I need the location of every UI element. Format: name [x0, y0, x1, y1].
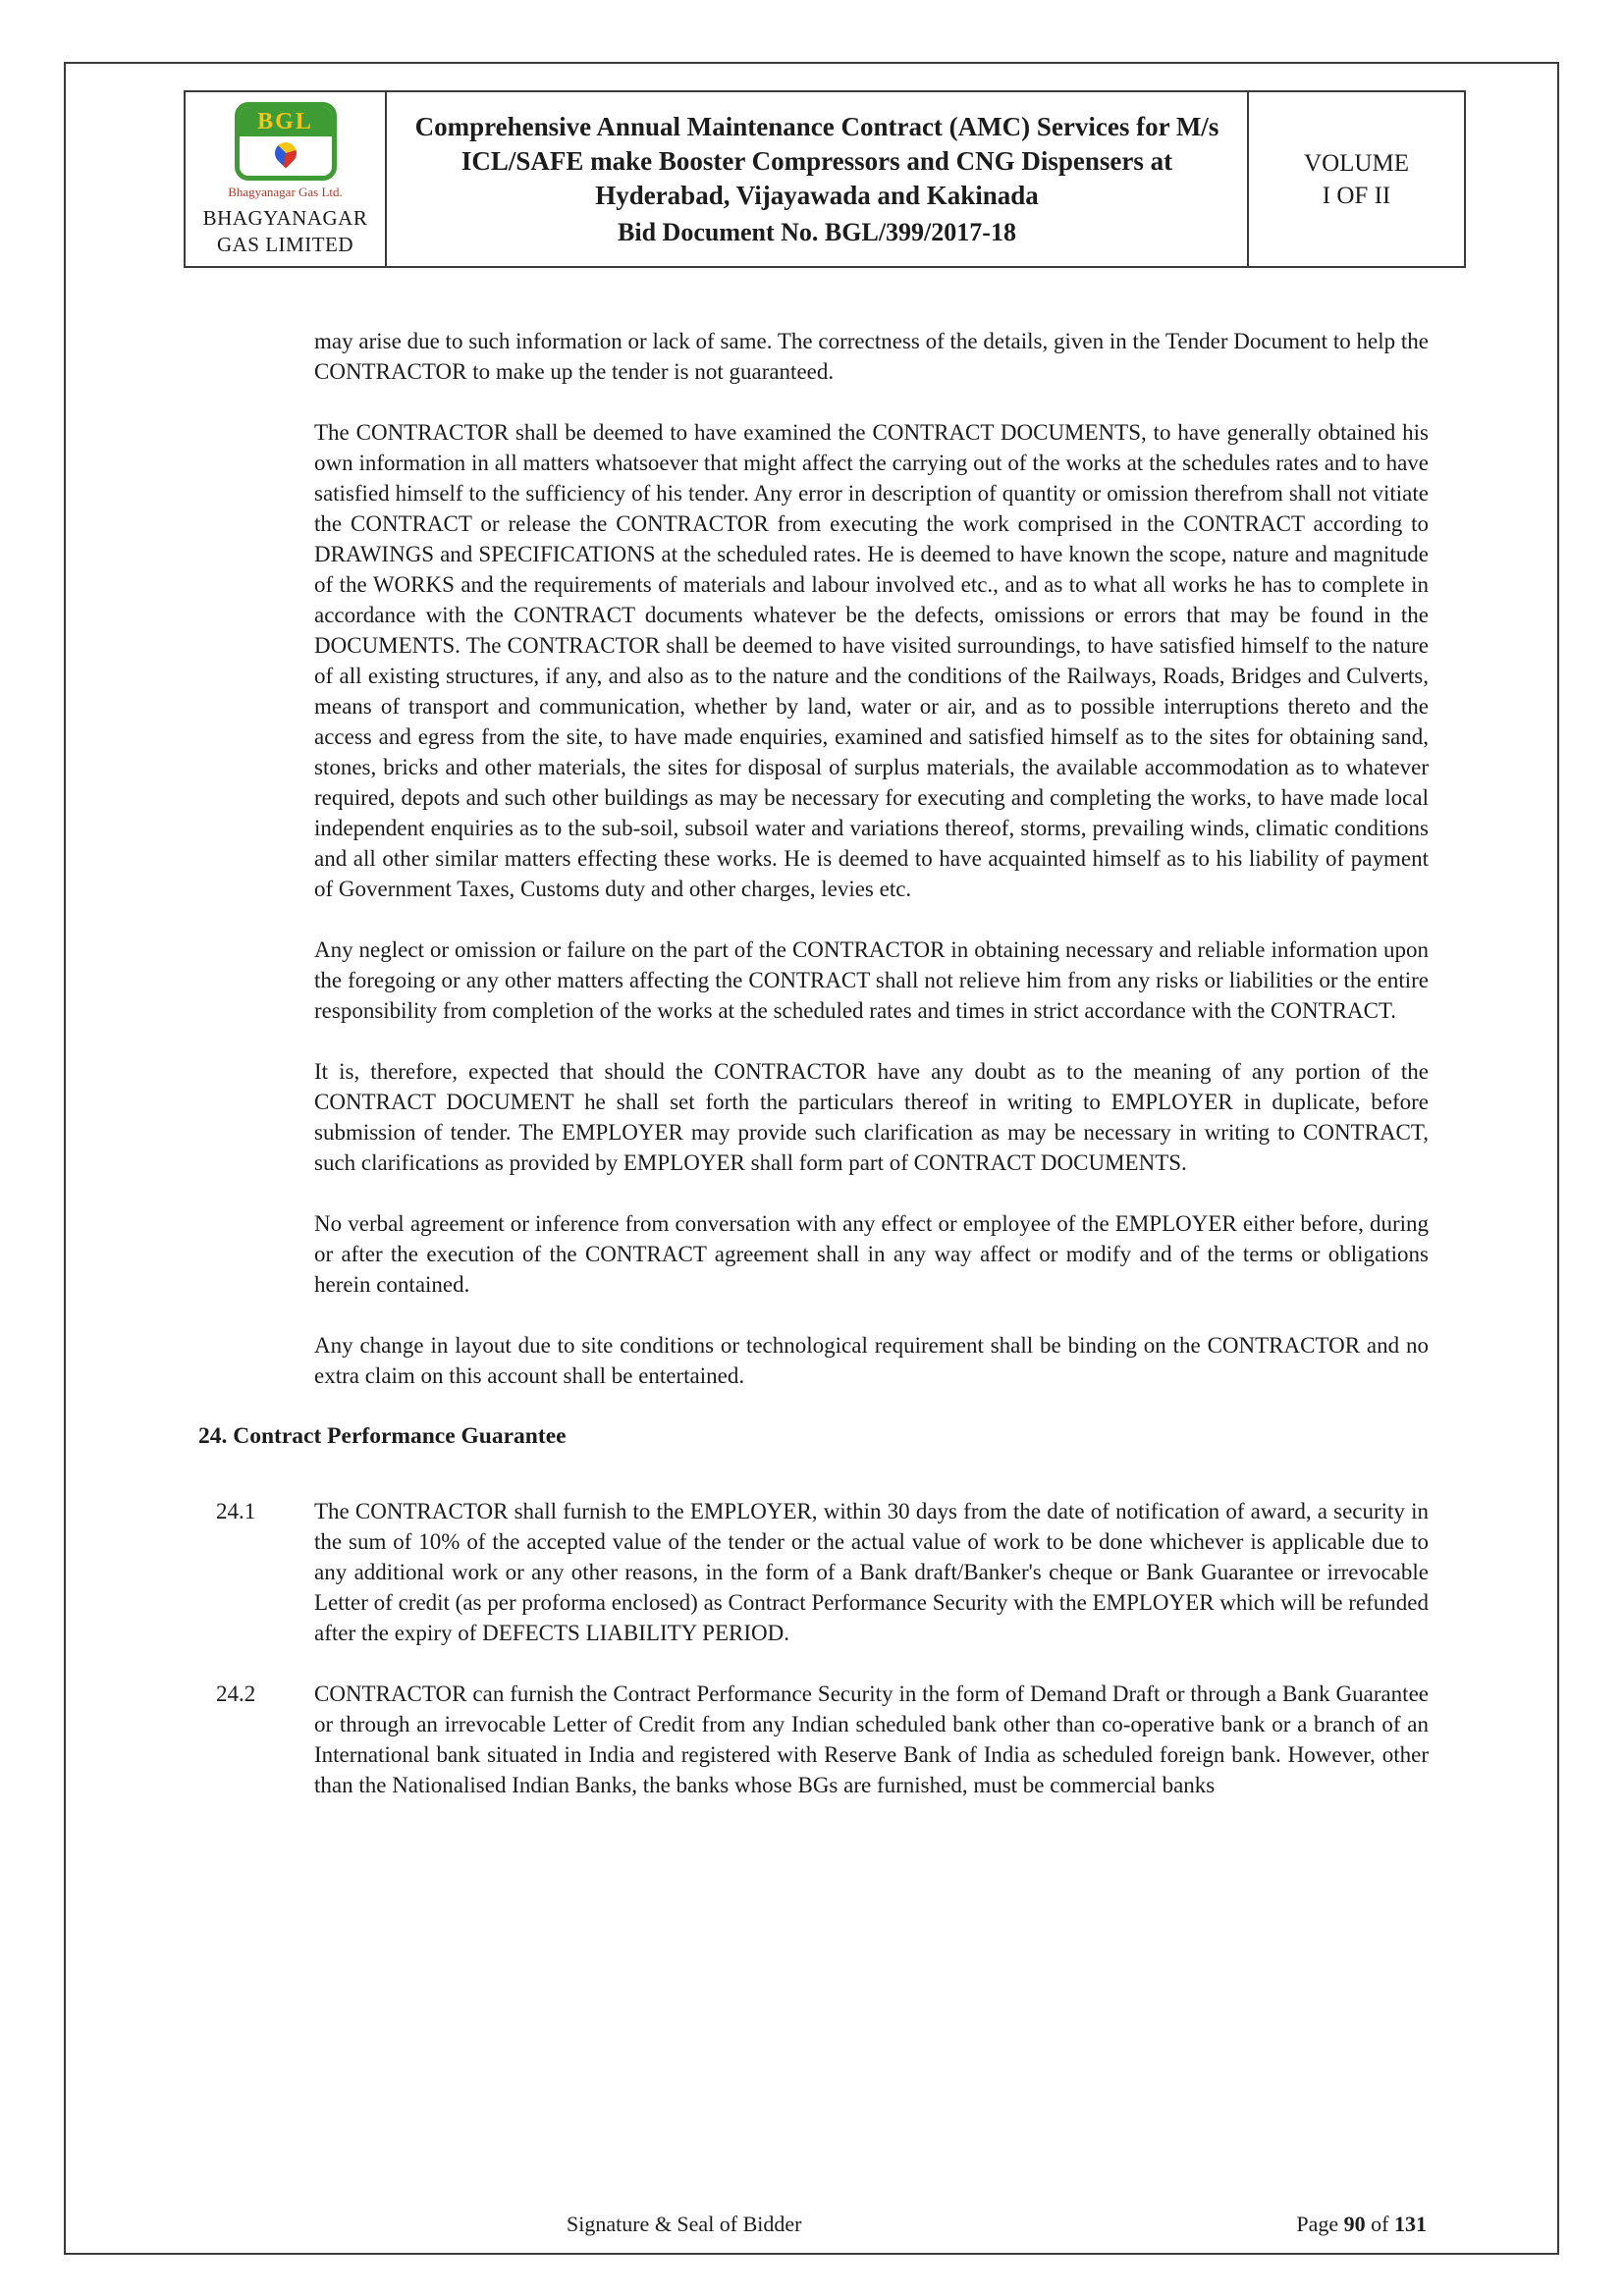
paragraph: Any change in layout due to site conditions or technological requirement shall be binding on the CONTRACTOR and no extra claim on this account shall be entertained. [314, 1333, 1429, 1388]
clause-text: The CONTRACTOR shall furnish to the EMPLOYER, within 30 days from the date of notification of award, a security in the sum of 10% of the accepted value of the tender or the actual value of work to be done whichever is applicable due to any additional work or any other reasons, in the form of a Bank draft/Banker's cheque or Bank Guarantee or irrevocable Letter of credit (as per proforma enclosed) as Contract Performance Security with the EMPLOYER which will be refunded after the expiry of DEFECTS LIABILITY PERIOD. [314, 1499, 1429, 1645]
page-border-frame [64, 62, 1559, 2255]
document-title: Comprehensive Annual Maintenance Contract (AMC) Services for M/s ICL/SAFE make Booster Compressors and CNG Dispensers at Hyderabad, Vijayawada and Kakinada [414, 111, 1219, 210]
clause-row [198, 1496, 1429, 1648]
company-logo [235, 102, 337, 181]
company-name [189, 205, 381, 258]
paragraph: It is, therefore, expected that should the CONTRACTOR have any doubt as to the meaning of any portion of the CONTRACT DOCUMENT he shall set forth the particulars thereof in writing to EMPLOYER in duplicate, before submission of tender. The EMPLOYER may provide such clarification as may be necessary in writing to CONTRACT, such clarifications as provided by EMPLOYER shall form part of CONTRACT DOCUMENTS. [314, 1059, 1429, 1175]
clause-text: CONTRACTOR can furnish the Contract Performance Security in the form of Demand Draft or through a Bank Guarantee or through an irrevocable Letter of Credit from any Indian scheduled bank other than co-operative bank or a branch of an International bank situated in India and registered with Reserve Bank of India as scheduled foreign bank. However, other than the Nationalised Indian Banks, the banks whose BGs are furnished, must be commercial banks [314, 1682, 1429, 1797]
volume-label-line2: I OF II [1322, 182, 1391, 209]
clause-row [198, 1679, 1429, 1800]
logo-abbreviation: BGL [240, 107, 332, 136]
paragraph: No verbal agreement or inference from conversation with any effect or employee of the EMPLOYER either before, during or after the execution of the CONTRACT agreement shall in any way affect or modify and of the terms or obligations herein contained. [314, 1211, 1429, 1297]
clause-number: 24.2 [216, 1682, 256, 1706]
document-body [198, 326, 1429, 1800]
document-header-table [184, 90, 1466, 268]
bid-document-number: Bid Document No. BGL/399/2017-18 [618, 217, 1016, 246]
paragraph: Any neglect or omission or failure on the part of the CONTRACTOR in obtaining necessary and reliable information upon the foregoing or any other matters affecting the CONTRACT shall not relieve him from any risks or liabilities or the entire responsibility from completion of the works at the scheduled rates and times in strict accordance with the CONTRACT. [314, 937, 1429, 1023]
page-total: 131 [1394, 2212, 1427, 2236]
page-number [1296, 2212, 1427, 2237]
volume-label-line1: VOLUME [1304, 149, 1409, 177]
company-name-line1: BHAGYANAGAR [202, 206, 368, 230]
clause-number: 24.1 [216, 1499, 256, 1523]
page-word: Page [1296, 2212, 1339, 2236]
section-heading: 24. Contract Performance Guarantee [198, 1423, 567, 1449]
title-cell [386, 91, 1248, 267]
of-word: of [1371, 2212, 1389, 2236]
page-current: 90 [1343, 2212, 1366, 2236]
volume-cell [1248, 91, 1465, 267]
paragraph: may arise due to such information or lack of same. The correctness of the details, given in the Tender Document to help the CONTRACTOR to make up the tender is not guaranteed. [314, 329, 1429, 384]
logo-cell [185, 91, 386, 267]
company-name-line2: GAS LIMITED [216, 233, 354, 256]
gas-drop-icon [270, 137, 300, 168]
paragraph: The CONTRACTOR shall be deemed to have examined the CONTRACT DOCUMENTS, to have generally obtained his own information in all matters whatsoever that might affect the carrying out of the works at the schedules rates and to have satisfied himself to the sufficiency of his tender. Any error in description of quantity or omission therefrom shall not vitiate the CONTRACT or release the CONTRACTOR from executing the work comprised in the CONTRACT according to DRAWINGS and SPECIFICATIONS at the scheduled rates. He is deemed to have known the scope, nature and magnitude of the WORKS and the requirements of materials and labour involved etc., and as to what all works he has to complete in accordance with the CONTRACT documents whatever be the defects, omissions or errors that may be found in the DOCUMENTS. The CONTRACTOR shall be deemed to have visited surroundings, to have satisfied himself to the nature of all existing structures, if any, and also as to the nature and the conditions of the Railways, Roads, Bridges and Culverts, means of transport and communication, whether by land, water or air, and as to possible interruptions thereto and the access and egress from the site, to have made enquiries, examined and satisfied himself as to the sites for obtaining sand, stones, bricks and other materials, the sites for disposal of surplus materials, the available accommodation as to whatever required, depots and such other buildings as may be necessary for executing and completing the works, to have made local independent enquiries as to the sub-soil, subsoil water and variations thereof, storms, prevailing winds, climatic conditions and all other similar matters effecting these works. He is deemed to have acquainted himself as to his liability of payment of Government Taxes, Customs duty and other charges, levies etc. [314, 420, 1429, 901]
logo-tagline: Bhagyanagar Gas Ltd. [228, 185, 343, 199]
signature-line: Signature & Seal of Bidder [567, 2212, 802, 2236]
